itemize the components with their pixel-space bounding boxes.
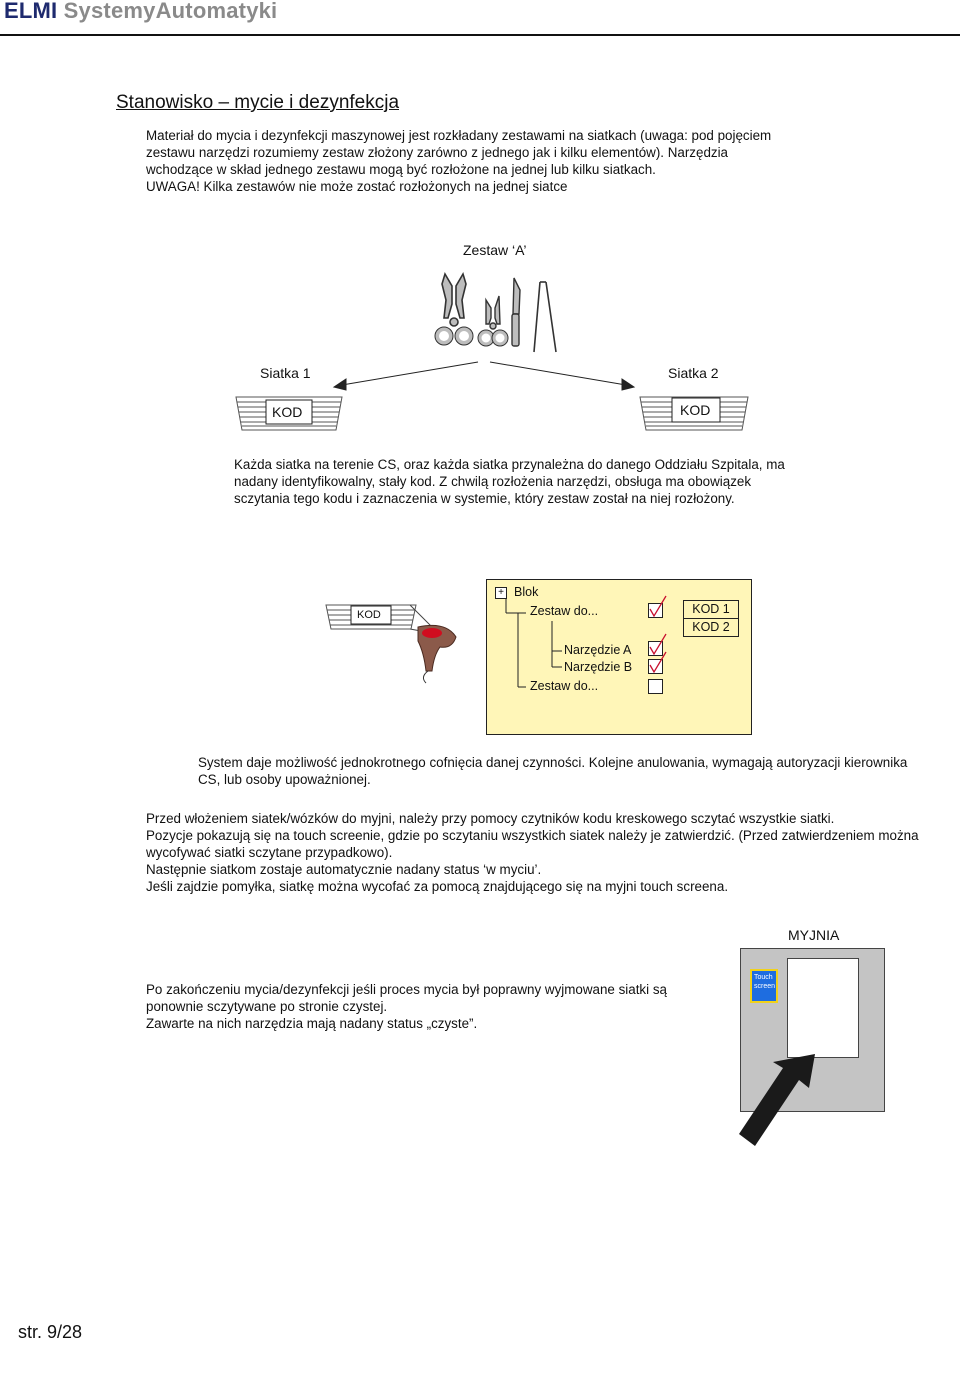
forceps-icon [435, 274, 473, 345]
tree-item[interactable]: Narzędzie B [564, 660, 633, 674]
washer-line: Następnie siatkom zostaje automatycznie nadany status ‘w myciu’. [146, 862, 542, 877]
washer-line: Jeśli zajdzie pomyłka, siatkę można wycofać za pomocą znajdującego się na myjni touch screena. [146, 879, 729, 894]
scalpel-icon [512, 278, 520, 346]
tree-root[interactable]: Blok [514, 585, 539, 599]
scissors-icon [478, 296, 508, 346]
check-icon [650, 634, 666, 654]
code-paragraph: Każda siatka na terenie CS, oraz każda siatka przynależna do danego Oddziału Szpitala, ma nadany identyfikowalny, stały kod. Z chwilą rozłożenia narzędzi, obsługa ma obowiązek sczytania tego kodu i zaznaczenia w systemie, który zestaw został na niej rozłożony. [234, 457, 785, 506]
touch-screen-button[interactable]: Touch screen [750, 969, 778, 1003]
tools-basket-diagram [0, 260, 960, 440]
intro-warning: UWAGA! Kilka zestawów nie może zostać rozłożonych na jednej siatce [146, 179, 568, 194]
page-title: Stanowisko – mycie i dezynfekcja [116, 92, 400, 113]
code-item[interactable]: KOD 2 [684, 618, 738, 636]
header-logo [4, 0, 277, 24]
washer-paragraph [146, 810, 946, 895]
tree-item[interactable]: Narzędzie A [564, 643, 632, 657]
tree-item[interactable]: Zestaw do... [530, 604, 599, 618]
undo-paragraph: System daje możliwość jednokrotnego cofnięcia danej czynności. Kolejne anulowania, wymagają autoryzacji kierownika CS, lub osoby upoważnionej. [198, 755, 908, 787]
page-number: str. 9/28 [18, 1322, 83, 1342]
clean-paragraph [146, 981, 726, 1032]
basket-left-label: Siatka 1 [260, 365, 311, 381]
check-marks [644, 592, 674, 682]
check-icon [650, 596, 666, 616]
check-icon [650, 652, 666, 672]
intro-paragraph [146, 127, 786, 195]
arrow-pointer-icon [735, 1050, 845, 1150]
set-label: Zestaw ‘A’ [463, 242, 527, 258]
intro-text: Materiał do mycia i dezynfekcji maszynowej jest rozkładany zestawami na siatkach (uwaga: pod pojęciem zestawu narzędzi rozumiemy zestaw złożony zarówno z jednego jak i kilku elementów). Narzędzia wchodzące w skład jednego zestawu mogą być rozłożone na jednej lub kilku siatkach. [146, 128, 772, 177]
washer-window [787, 958, 859, 1058]
code-list [683, 600, 739, 637]
scanner-basket-code: KOD [357, 609, 381, 621]
washer-line: Pozycje pokazują się na touch screenie, gdzie po sczytaniu wszystkich siatek należy je zatwierdzić. (Przed zatwierdzeniem można wycofywać siatki sczytane przypadkowo). [146, 828, 919, 860]
scanner-diagram [320, 585, 490, 695]
header-divider [0, 34, 960, 36]
clean-line: Zawarte na nich narzędzia mają nadany status „czyste”. [146, 1016, 478, 1031]
brand-name: ELMI [4, 0, 58, 23]
tree-item[interactable]: Zestaw do... [530, 679, 599, 693]
tweezers-icon [534, 282, 556, 352]
basket-left-code: KOD [272, 404, 303, 420]
barcode-scanner-icon [418, 625, 456, 683]
basket-right-code: KOD [680, 402, 711, 418]
brand-suffix: SystemyAutomatyki [63, 0, 278, 23]
code-item[interactable]: KOD 1 [692, 602, 730, 616]
clean-line: Po zakończeniu mycia/dezynfekcji jeśli proces mycia był poprawny wyjmowane siatki są ponownie sczytywane po stronie czystej. [146, 982, 667, 1014]
expand-toggle[interactable]: + [495, 587, 507, 599]
arrows [334, 362, 634, 390]
washer-line: Przed włożeniem siatek/wózków do myjni, należy przy pomocy czytników kodu kreskowego sczytać wszystkie siatki. [146, 811, 835, 826]
basket-right-label: Siatka 2 [668, 365, 719, 381]
washer-label: MYJNIA [788, 927, 840, 943]
